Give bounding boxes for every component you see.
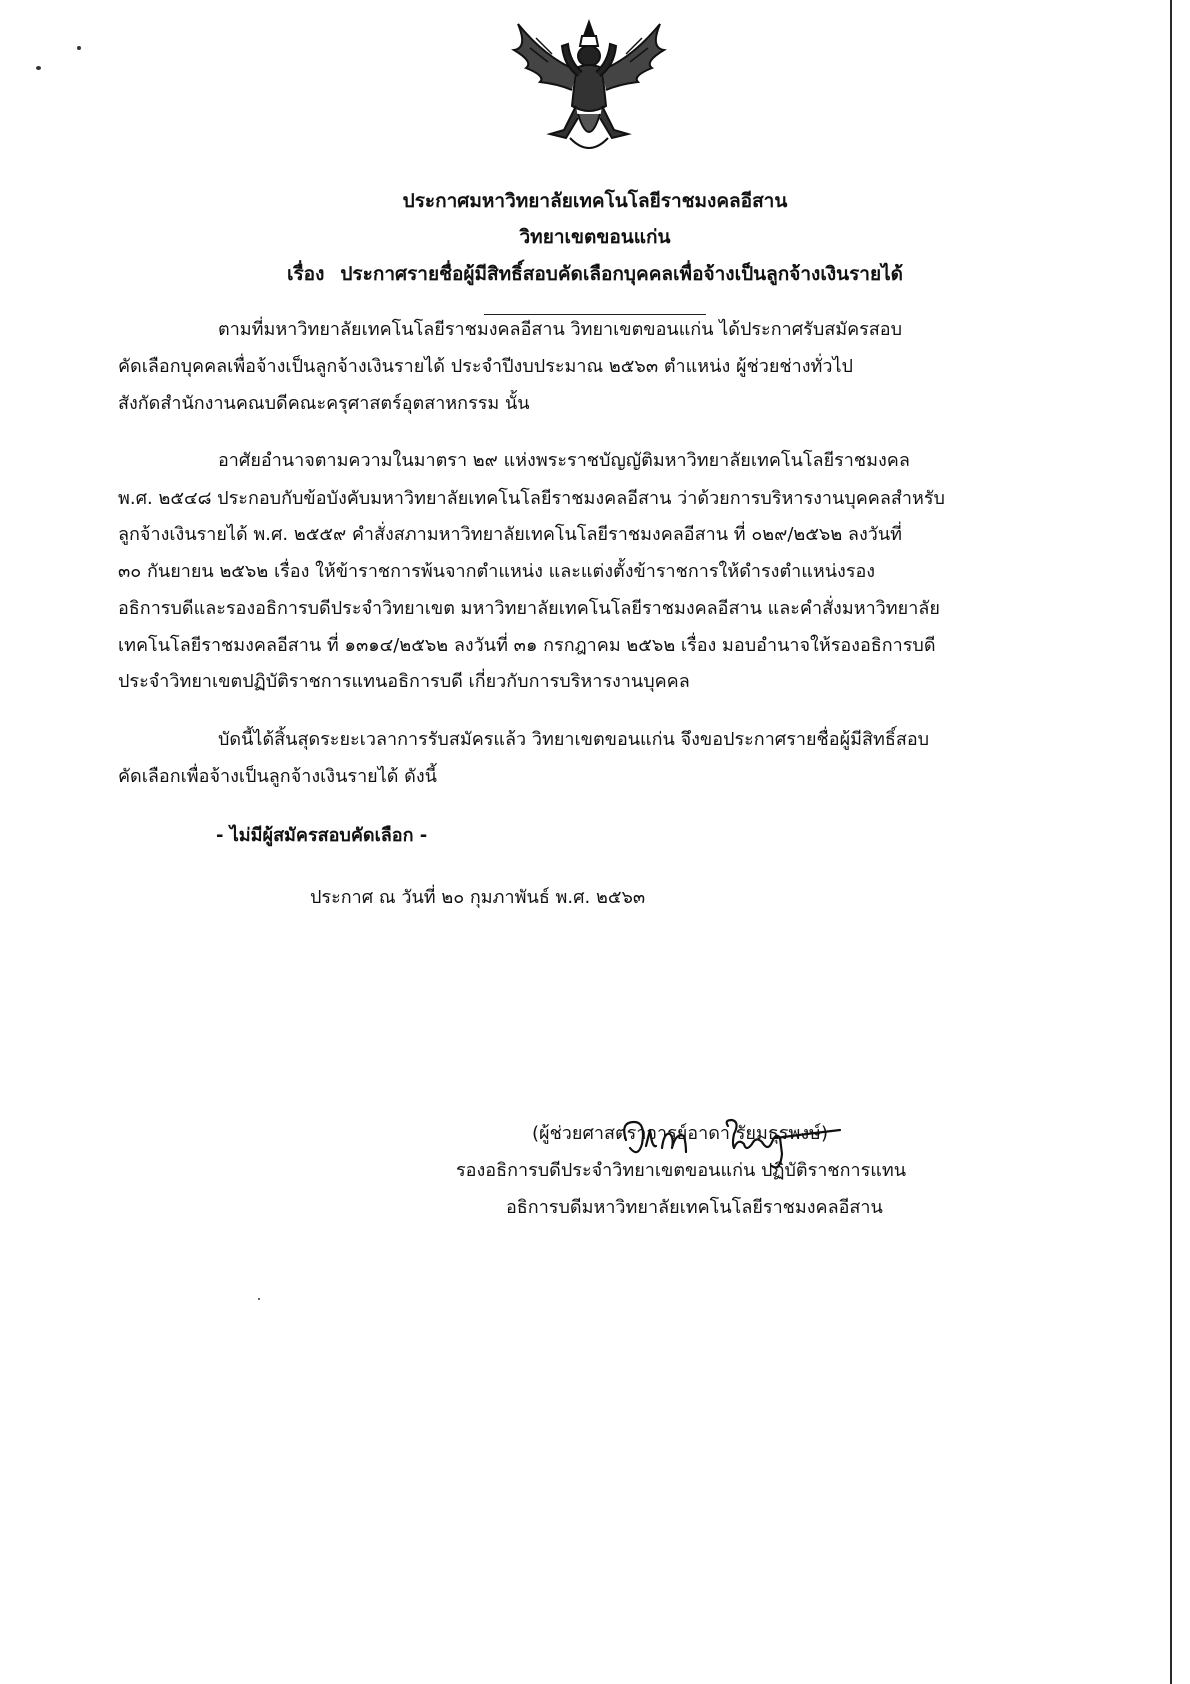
signatory-name: (ผู้ช่วยศาสตราจารย์อาดา รัยมธุรพงษ์) (532, 1123, 829, 1144)
signatory-position-line2: อธิการบดีมหาวิทยาลัยเทคโนโลยีราชมงคลอีสาน (506, 1197, 883, 1218)
paragraph2-line: ๓๐ กันยายน ๒๕๖๒ เรื่อง ให้ข้าราชการพ้นจากตำแหน่ง และแต่งตั้งข้าราชการให้ดำรงตำแหน่งรอง (118, 561, 876, 582)
paragraph2-line: อาศัยอำนาจตามความในมาตรา ๒๙ แห่งพระราชบัญญัติมหาวิทยาลัยเทคโนโลยีราชมงคล (218, 450, 910, 471)
paragraph1-line: คัดเลือกบุคคลเพื่อจ้างเป็นลูกจ้างเงินรายได้ ประจำปีงบประมาณ ๒๕๖๓ ตำแหน่ง ผู้ช่วยช่างทั่วไป (118, 356, 853, 377)
scan-speck (77, 46, 81, 50)
header-divider (484, 314, 706, 315)
paragraph2-line: ประจำวิทยาเขตปฏิบัติราชการแทนอธิการบดี เกี่ยวกับการบริหารงานบุคคล (118, 671, 690, 692)
garuda-emblem-icon (506, 18, 672, 160)
scan-edge-line (1170, 0, 1172, 1684)
paragraph2-line: อธิการบดีและรองอธิการบดีประจำวิทยาเขต มหาวิทยาลัยเทคโนโลยีราชมงคลอีสาน และคำสั่งมหาวิทยาลัย (118, 598, 940, 619)
campus-name: วิทยาเขตขอนแก่น (519, 226, 671, 248)
paragraph1-line: สังกัดสำนักงานคณบดีคณะครุศาสตร์อุตสาหกรรม นั้น (118, 393, 530, 414)
paragraph3-line: คัดเลือกเพื่อจ้างเป็นลูกจ้างเงินรายได้ ดังนี้ (118, 766, 437, 787)
subject-text: ประกาศรายชื่อผู้มีสิทธิ์สอบคัดเลือกบุคคลเพื่อจ้างเป็นลูกจ้างเงินรายได้ (340, 263, 903, 285)
subject-label: เรื่อง (286, 263, 325, 285)
paragraph1-line: ตามที่มหาวิทยาลัยเทคโนโลยีราชมงคลอีสาน วิทยาเขตขอนแก่น ได้ประกาศรับสมัครสอบ (218, 319, 903, 340)
scan-speck (36, 66, 41, 70)
announcement-title: ประกาศมหาวิทยาลัยเทคโนโลยีราชมงคลอีสาน (402, 190, 788, 212)
paragraph3-line: บัดนี้ได้สิ้นสุดระยะเวลาการรับสมัครแล้ว วิทยาเขตขอนแก่น จึงขอประกาศรายชื่อผู้มีสิทธิ์สอบ (218, 729, 930, 750)
signatory-position-line1: รองอธิการบดีประจำวิทยาเขตขอนแก่น ปฏิบัติราชการแทน (456, 1160, 907, 1181)
subject-line (0, 259, 1190, 289)
paragraph2-line: เทคโนโลยีราชมงคลอีสาน ที่ ๑๓๑๔/๒๕๖๒ ลงวันที่ ๓๑ กรกฎาคม ๒๕๖๒ เรื่อง มอบอำนาจให้รองอธิการบดี (118, 635, 936, 656)
announce-date: ประกาศ ณ วันที่ ๒๐ กุมภาพันธ์ พ.ศ. ๒๕๖๓ (310, 887, 646, 908)
scan-speck (258, 1298, 260, 1300)
paragraph2-line: ลูกจ้างเงินรายได้ พ.ศ. ๒๕๕๙ คำสั่งสภามหาวิทยาลัยเทคโนโลยีราชมงคลอีสาน ที่ ๐๒๙/๒๕๖๒ ลงวันที่ (118, 524, 903, 545)
paragraph2-line: พ.ศ. ๒๕๔๘ ประกอบกับข้อบังคับมหาวิทยาลัยเทคโนโลยีราชมงคลอีสาน ว่าด้วยการบริหารงานบุคคลสำหรับ (118, 488, 945, 509)
no-applicants-notice: - ไม่มีผู้สมัครสอบคัดเลือก - (216, 825, 428, 846)
